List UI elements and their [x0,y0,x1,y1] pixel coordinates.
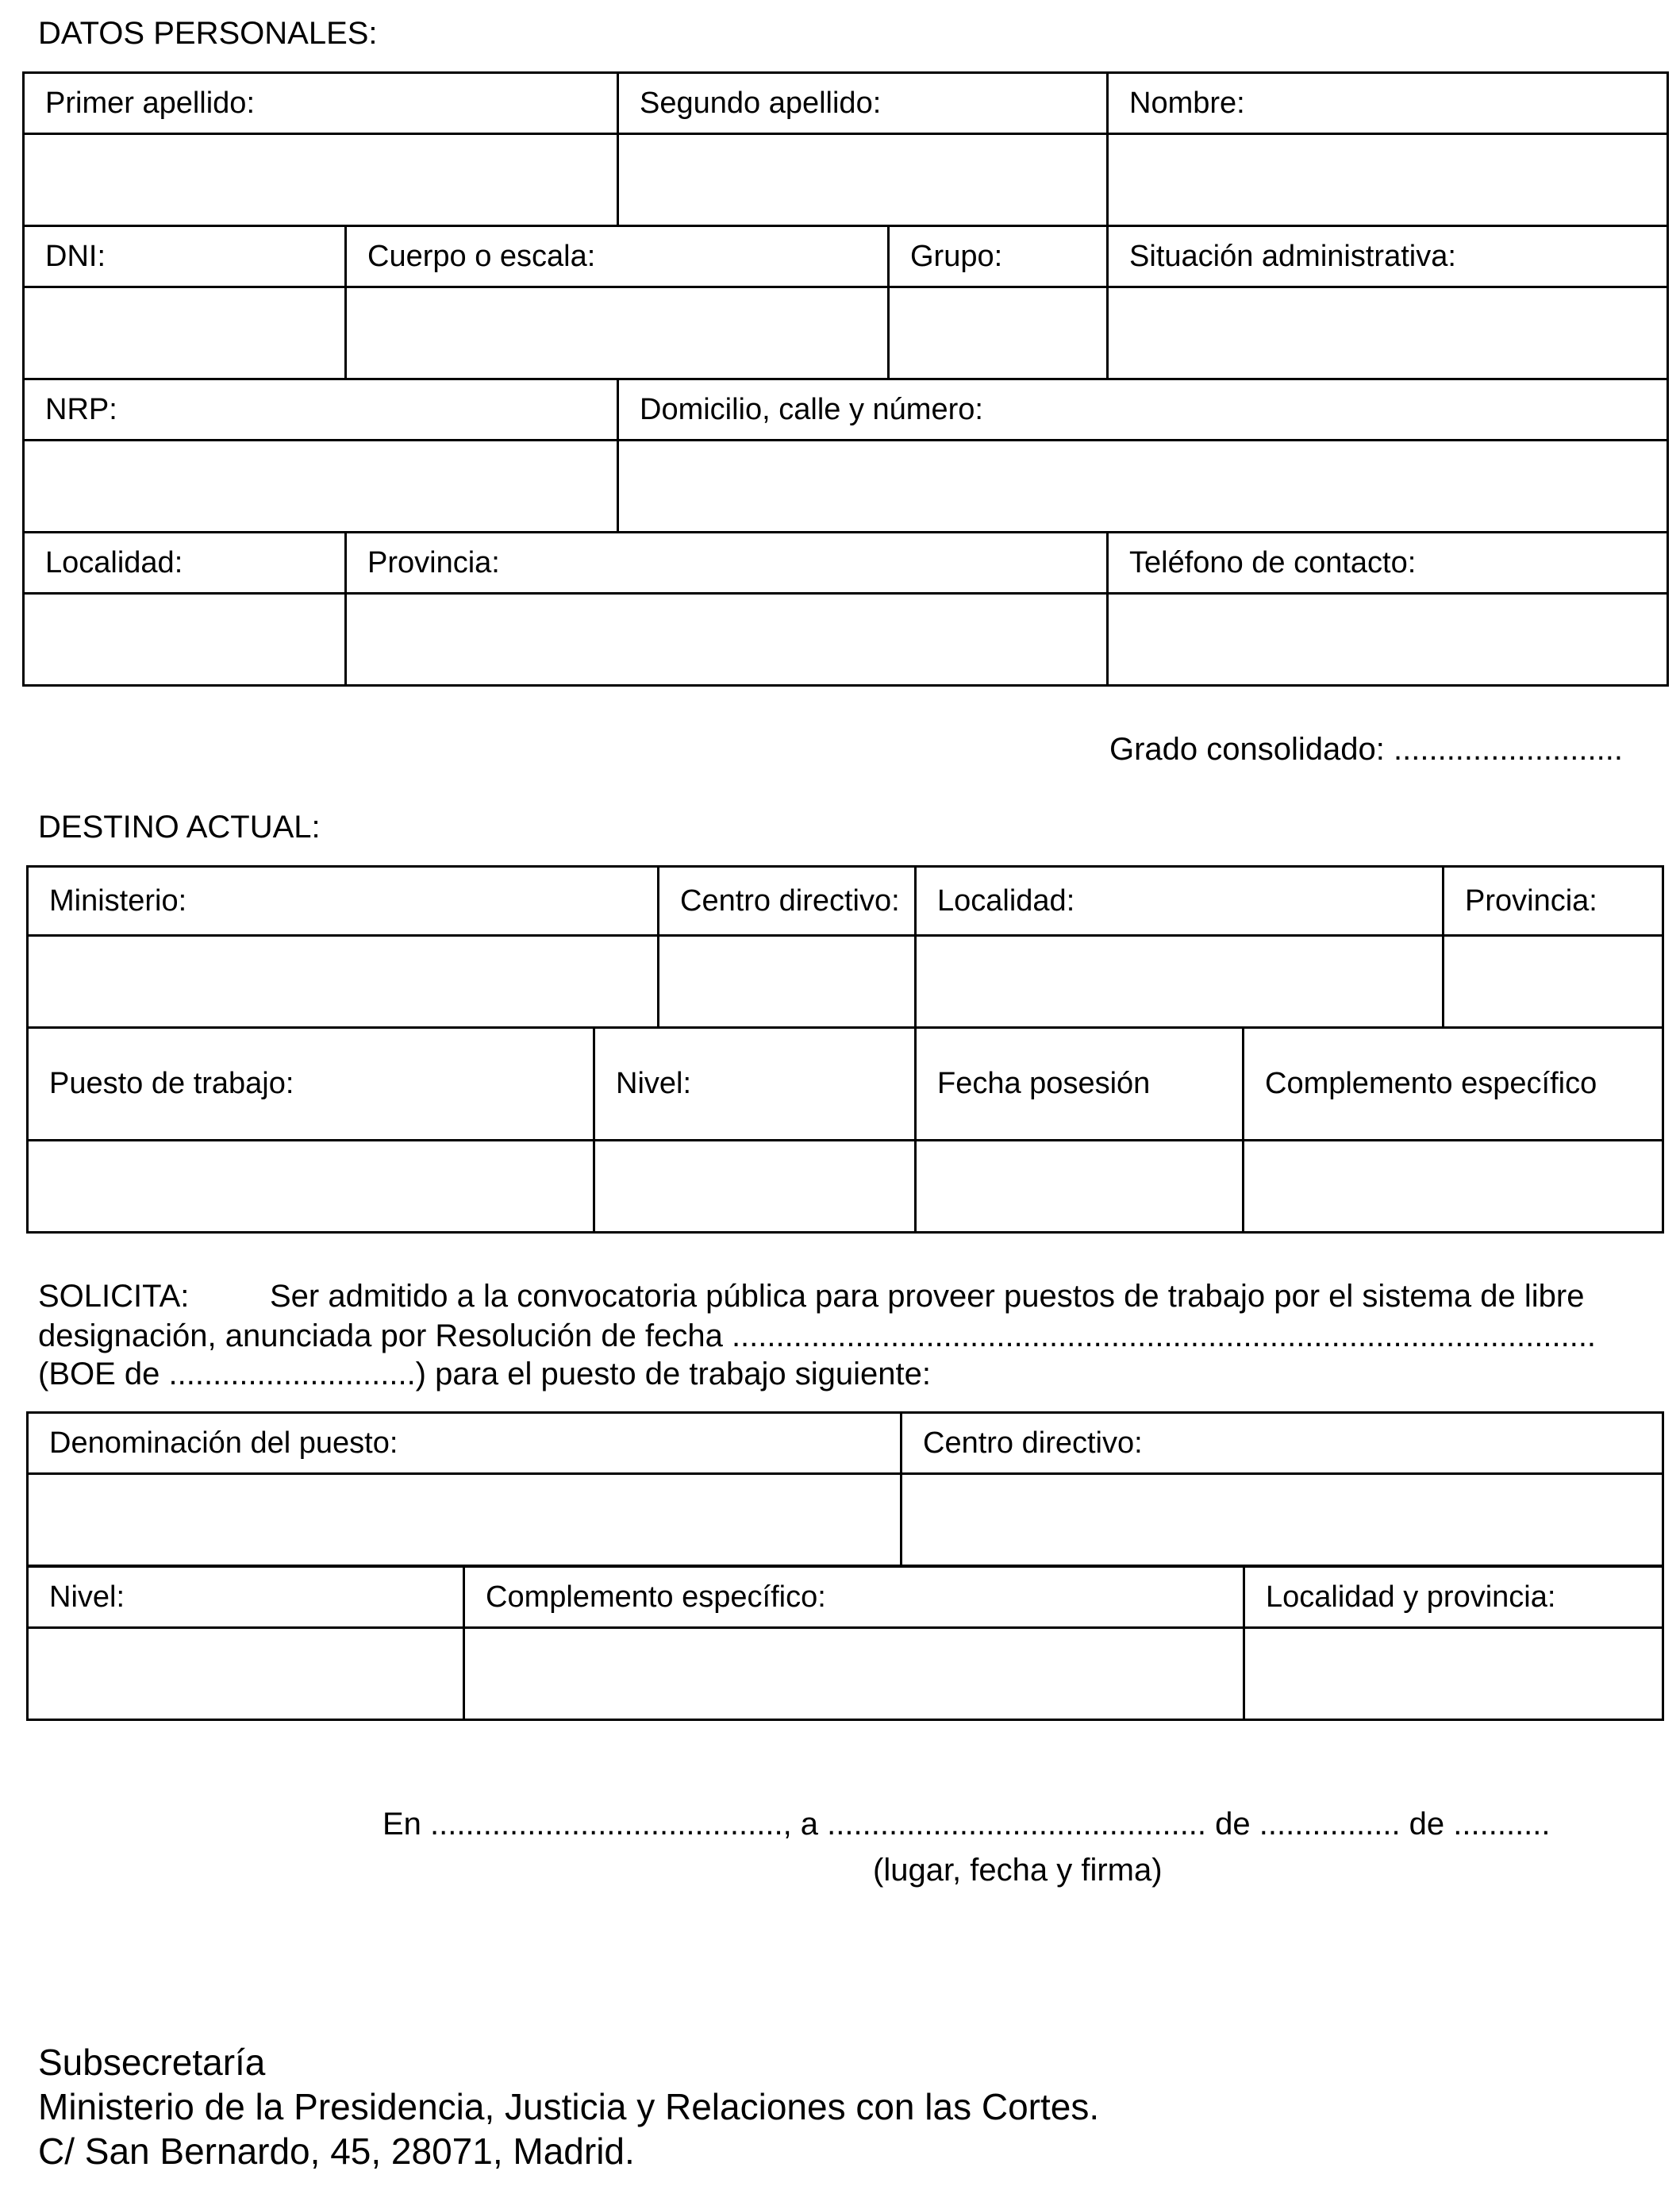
grado-consolidado: Grado consolidado: .......................... [1109,732,1623,767]
field-nivel-destino[interactable] [594,1141,916,1233]
label-cuerpo-escala: Cuerpo o escala: [346,226,889,287]
field-localidad-destino[interactable] [916,936,1444,1028]
label-puesto-trabajo: Puesto de trabajo: [28,1028,594,1141]
label-denominacion-puesto: Denominación del puesto: [28,1413,902,1474]
puesto-solicitado-table-2 [26,1565,1664,1721]
footer-subsecretaria: Subsecretaría [38,2042,266,2083]
field-nivel-solicitado[interactable] [28,1628,464,1720]
label-localidad-destino: Localidad: [916,867,1444,936]
field-provincia[interactable] [346,594,1108,686]
label-nrp: NRP: [24,379,618,441]
field-domicilio[interactable] [618,441,1668,533]
label-ministerio: Ministerio: [28,867,659,936]
label-domicilio: Domicilio, calle y número: [618,379,1668,441]
destino-table [26,865,1664,1234]
label-fecha-posesion: Fecha posesión [916,1028,1244,1141]
solicita-line-3: (BOE de ............................) para el puesto de trabajo siguiente: [38,1357,931,1391]
solicita-line-2: designación, anunciada por Resolución de fecha .................................................................................................. [38,1318,1597,1353]
field-puesto-trabajo[interactable] [28,1141,594,1233]
label-provincia-destino: Provincia: [1444,867,1663,936]
field-denominacion-puesto[interactable] [28,1474,902,1566]
field-complemento-solicitado[interactable] [464,1628,1244,1720]
label-provincia: Provincia: [346,533,1108,594]
field-cuerpo-escala[interactable] [346,287,889,379]
field-segundo-apellido[interactable] [618,134,1108,226]
field-centro-directivo-solicitado[interactable] [902,1474,1663,1566]
field-primer-apellido[interactable] [24,134,618,226]
footer-direccion: C/ San Bernardo, 45, 28071, Madrid. [38,2130,635,2172]
field-dni[interactable] [24,287,346,379]
personal-section-title: DATOS PERSONALES: [38,16,378,51]
puesto-solicitado-table [26,1411,1664,1567]
field-fecha-posesion[interactable] [916,1141,1244,1233]
label-segundo-apellido: Segundo apellido: [618,73,1108,134]
field-nrp[interactable] [24,441,618,533]
label-centro-directivo-solicitado: Centro directivo: [902,1413,1663,1474]
footer-ministerio: Ministerio de la Presidencia, Justicia y Relaciones con las Cortes. [38,2086,1100,2127]
solicita-line-1: Ser admitido a la convocatoria pública para proveer puestos de trabajo por el sistema de libre [270,1279,1585,1314]
personal-data-table [22,71,1669,687]
field-telefono[interactable] [1108,594,1668,686]
label-grupo: Grupo: [889,226,1108,287]
destino-section-title: DESTINO ACTUAL: [38,810,321,845]
label-primer-apellido: Primer apellido: [24,73,618,134]
label-telefono: Teléfono de contacto: [1108,533,1668,594]
field-localidad-provincia-solicitado[interactable] [1244,1628,1663,1720]
label-nivel-destino: Nivel: [594,1028,916,1141]
label-dni: DNI: [24,226,346,287]
firma-caption: (lugar, fecha y firma) [873,1853,1163,1888]
field-provincia-destino[interactable] [1444,936,1663,1028]
label-complemento-destino: Complemento específico [1244,1028,1663,1141]
firma-line: En ........................................, a ........................................... de ................ de ........... [383,1807,1551,1842]
label-situacion-administrativa: Situación administrativa: [1108,226,1668,287]
label-nombre: Nombre: [1108,73,1668,134]
label-nivel-solicitado: Nivel: [28,1567,464,1628]
field-complemento-destino[interactable] [1244,1141,1663,1233]
label-localidad-provincia-solicitado: Localidad y provincia: [1244,1567,1663,1628]
field-ministerio[interactable] [28,936,659,1028]
field-grupo[interactable] [889,287,1108,379]
field-situacion-administrativa[interactable] [1108,287,1668,379]
field-localidad[interactable] [24,594,346,686]
label-complemento-solicitado: Complemento específico: [464,1567,1244,1628]
field-nombre[interactable] [1108,134,1668,226]
field-centro-directivo[interactable] [659,936,916,1028]
label-centro-directivo: Centro directivo: [659,867,916,936]
label-localidad: Localidad: [24,533,346,594]
solicita-label: SOLICITA: [38,1279,190,1314]
